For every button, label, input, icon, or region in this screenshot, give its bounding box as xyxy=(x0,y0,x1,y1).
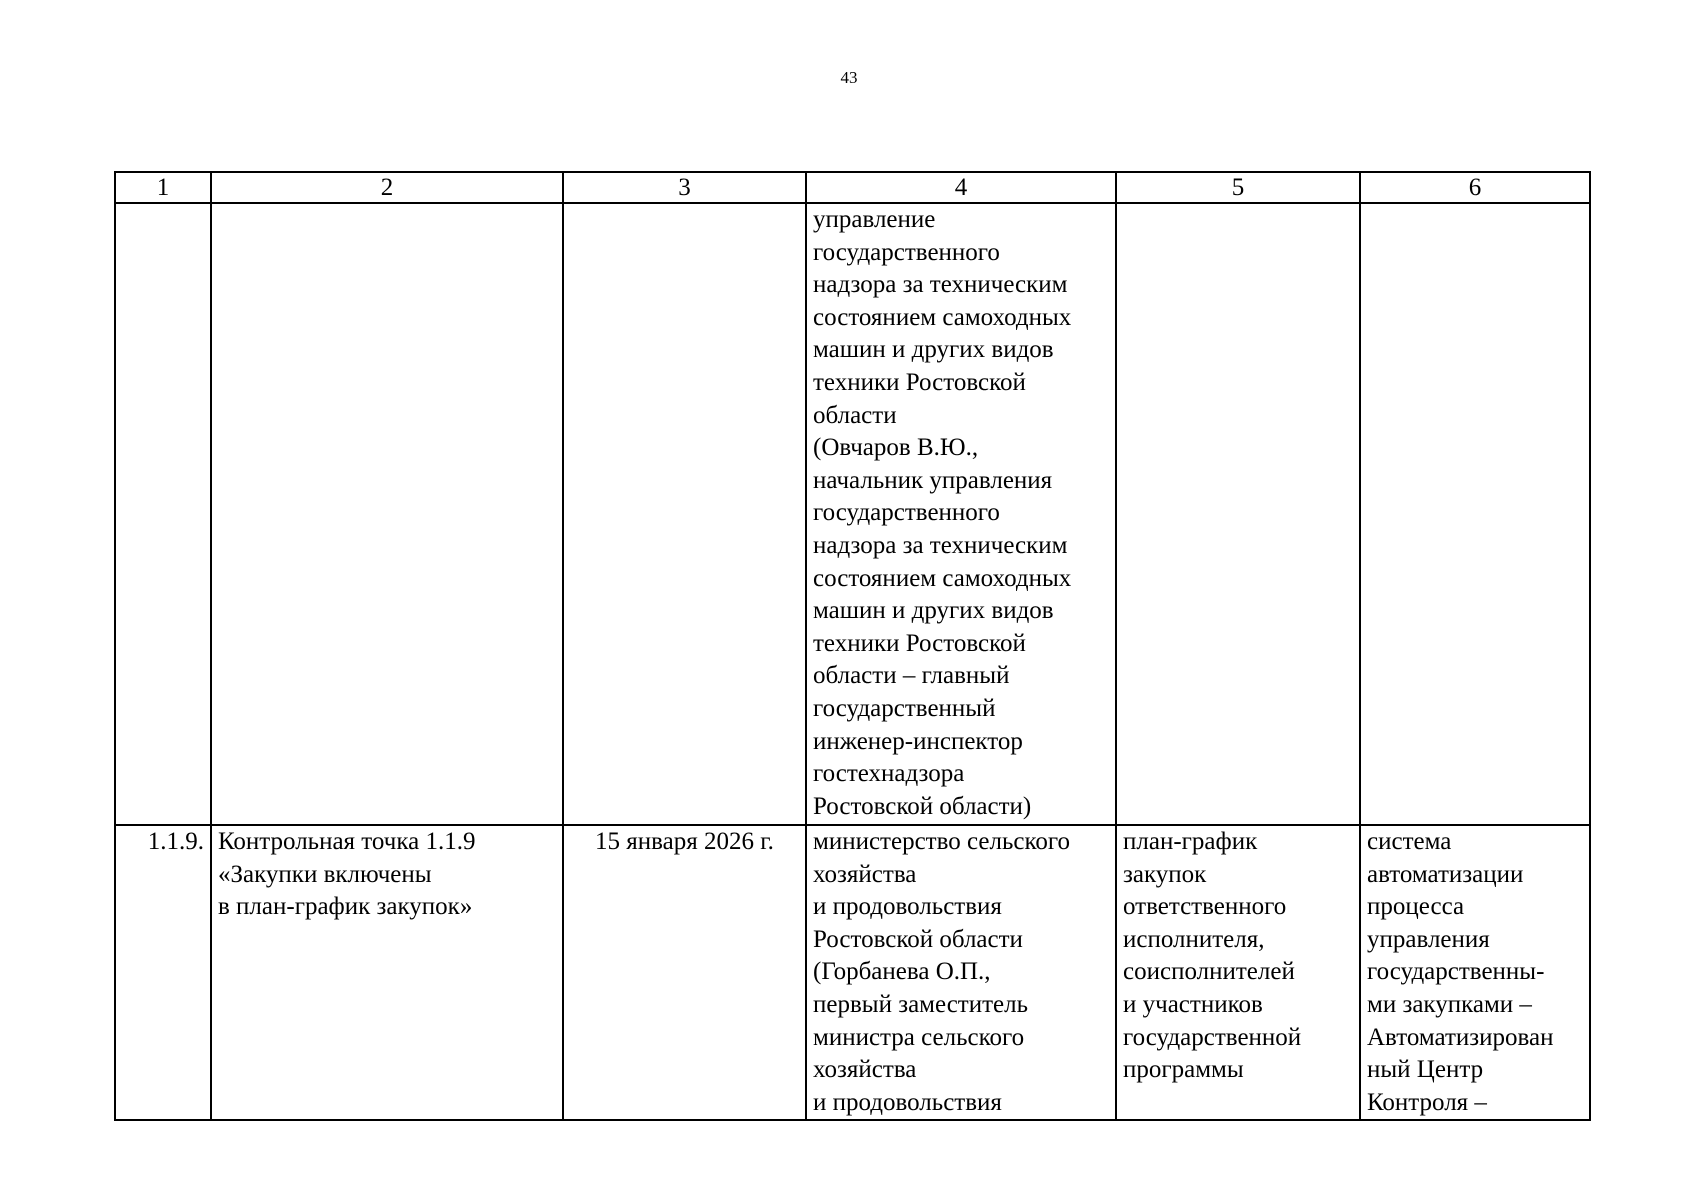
cell-name: Контрольная точка 1.1.9 «Закупки включены в план-график закупок» xyxy=(211,825,563,1120)
column-header: 3 xyxy=(563,172,806,203)
column-header: 4 xyxy=(806,172,1116,203)
cell-date: 15 января 2026 г. xyxy=(563,825,806,1120)
table-header-row xyxy=(115,172,1590,203)
cell-document: план-график закупок ответственного исполнителя, соисполнителей и участников государственной программы xyxy=(1116,825,1360,1120)
table-row xyxy=(115,203,1590,825)
cell-date xyxy=(563,203,806,825)
control-points-table xyxy=(114,171,1591,1121)
column-header: 1 xyxy=(115,172,211,203)
table-row xyxy=(115,825,1590,1120)
cell-name xyxy=(211,203,563,825)
cell-number xyxy=(115,203,211,825)
cell-system xyxy=(1360,203,1590,825)
column-header: 5 xyxy=(1116,172,1360,203)
cell-number: 1.1.9. xyxy=(115,825,211,1120)
cell-responsible: министерство сельского хозяйства и продовольствия Ростовской области (Горбанева О.П., первый заместитель министра сельского хозяйства и продовольствия xyxy=(806,825,1116,1120)
column-header: 2 xyxy=(211,172,563,203)
column-header: 6 xyxy=(1360,172,1590,203)
cell-system: система автоматизации процесса управления государственны- ми закупками – Автоматизирован ный Центр Контроля – xyxy=(1360,825,1590,1120)
cell-responsible: управление государственного надзора за техническим состоянием самоходных машин и других видов техники Ростовской области (Овчаров В.Ю., начальник управления государственного надзора за техническим состоянием самоходных машин и других видов техники Ростовской области – главный государственный инженер-инспектор гостехнадзора Ростовской области) xyxy=(806,203,1116,825)
page-number: 43 xyxy=(840,68,858,87)
cell-document xyxy=(1116,203,1360,825)
